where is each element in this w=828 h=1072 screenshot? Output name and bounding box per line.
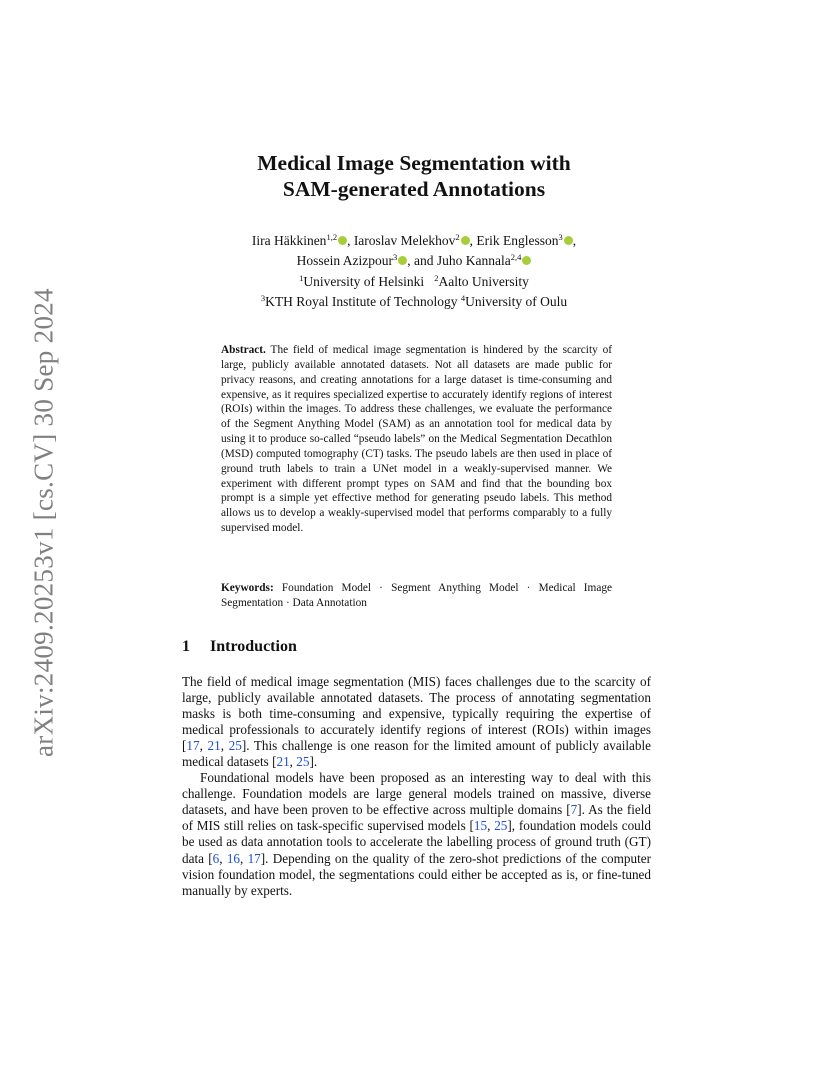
affiliation-3: KTH Royal Institute of Technology <box>265 294 458 309</box>
affiliation-4: University of Oulu <box>465 294 568 309</box>
citation-link[interactable]: 17 <box>247 850 261 866</box>
author-affiliation-marker: 1,2 <box>326 232 338 242</box>
affiliation-1: University of Helsinki <box>303 274 425 289</box>
section-number: 1 <box>182 638 190 655</box>
author-list: Iira Häkkinen$^{1,2}$ , Iaroslav Melekhov$^2$ , Erik Englesson$^3$ , Hossein Azizpour$^3$ , and Juho Kannala$^{2,4}$ <box>251 232 577 268</box>
affiliation-line-1 <box>0 270 828 290</box>
abstract <box>221 343 612 536</box>
keywords-label: Keywords: <box>221 582 274 594</box>
keywords <box>221 581 612 611</box>
orcid-icon[interactable] <box>461 236 470 245</box>
author-name: Iira Häkkinen <box>251 233 327 248</box>
paragraph-1: The field of medical image segmentation (MIS) faces challenges due to the scarcity of large, publicly available annotated datasets. The process of annotating segmentation masks is both time-consuming and expensive, typically requiring the expertise of medical professionals to accurately identify regions of interest (ROIs) within images [17, 21, 25]. This challenge is one reason for the limited amount of publicly available medical datasets [21, 25]. <box>182 674 652 770</box>
citation-link[interactable]: 17 <box>186 738 200 754</box>
author-affiliation-marker: 3 <box>558 232 563 242</box>
section-title: Introduction <box>210 638 297 655</box>
author-name: Erik Englesson <box>476 233 559 248</box>
orcid-icon[interactable] <box>522 256 531 265</box>
citation-link[interactable]: 21 <box>276 754 290 770</box>
author-name: Juho Kannala <box>436 253 511 268</box>
author-name: Iaroslav Melekhov <box>353 233 456 248</box>
author-affiliation-marker: 2,4 <box>510 252 522 262</box>
affiliation-marker: 2 <box>434 273 439 283</box>
keywords-text: Foundation Model · Segment Anything Model · Medical Image Segmentation · Data Annotation <box>221 582 612 609</box>
citation-link[interactable]: 25 <box>494 818 508 834</box>
affiliation-2: Aalto University <box>438 274 529 289</box>
paper-title <box>0 150 828 202</box>
author-name: Hossein Azizpour <box>296 253 393 268</box>
affiliation-marker: 4 <box>460 293 466 303</box>
arxiv-identifier: arXiv:2409.20253v1 [cs.CV] 30 Sep 2024 <box>28 288 59 758</box>
orcid-icon[interactable] <box>398 256 407 265</box>
citation-link[interactable]: 25 <box>228 738 242 754</box>
affiliation-line-2 <box>0 290 828 310</box>
abstract-text: The field of medical image segmentation is hindered by the scarcity of large, publicly available annotated datasets. Not all datasets are made public for privacy reasons, and creating annotations for a large dataset is time-consuming and expensive, as it requires specialized expertise to accurately identify regions of interest (ROIs) within the images. To address these challenges, we evaluate the performance of the Segment Anything Model (SAM) as an annotation tool for medical data by using it to produce so-called “pseudo labels” on the Medical Segmentation Decathlon (MSD) computed tomography (CT) tasks. The pseudo labels are then used in place of ground truth labels to train a UNet model in a weakly-supervised manner. We experiment with different prompt types on SAM and find that the bounding box prompt is a simple yet effective method for generating pseudo labels. This method allows us to develop a weakly-supervised model that performs comparably to a fully supervised model. <box>221 344 613 535</box>
abstract-label: Abstract. <box>221 344 266 356</box>
affiliations <box>0 270 828 310</box>
citation-link[interactable]: 15 <box>473 818 488 834</box>
citation-link[interactable]: 25 <box>296 754 310 770</box>
author-affiliation-marker: 2 <box>455 232 460 242</box>
title-line-2: SAM-generated Annotations <box>282 177 546 201</box>
title-line-1: Medical Image Segmentation with <box>257 151 571 175</box>
body-text <box>182 674 651 899</box>
citation-link[interactable]: 7 <box>570 802 578 818</box>
citation-link[interactable]: 21 <box>207 738 221 754</box>
orcid-icon[interactable] <box>564 236 573 245</box>
author-affiliation-marker: 3 <box>393 252 398 262</box>
citation-link[interactable]: 6 <box>212 850 220 866</box>
orcid-icon[interactable] <box>338 236 347 245</box>
affiliation-marker: 1 <box>299 273 304 283</box>
paragraph-2: Foundational models have been proposed as an interesting way to deal with this challenge. Foundation models are large general models trained on massive, diverse datasets, and have been proven to be effective across multiple domains [7]. As the field of MIS still relies on task-specific supervised models [15, 25], foundation models could be used as data annotation tools to accelerate the labelling process of ground truth (GT) data [6, 16, 17]. Depending on the quality of the zero-shot predictions of the computer vision foundation model, the segmentations could either be accepted as is, or fine-tuned manually by experts. <box>182 770 652 898</box>
affiliation-marker: 3 <box>260 293 266 303</box>
citation-link[interactable]: 16 <box>226 850 240 866</box>
section-heading <box>182 638 652 656</box>
